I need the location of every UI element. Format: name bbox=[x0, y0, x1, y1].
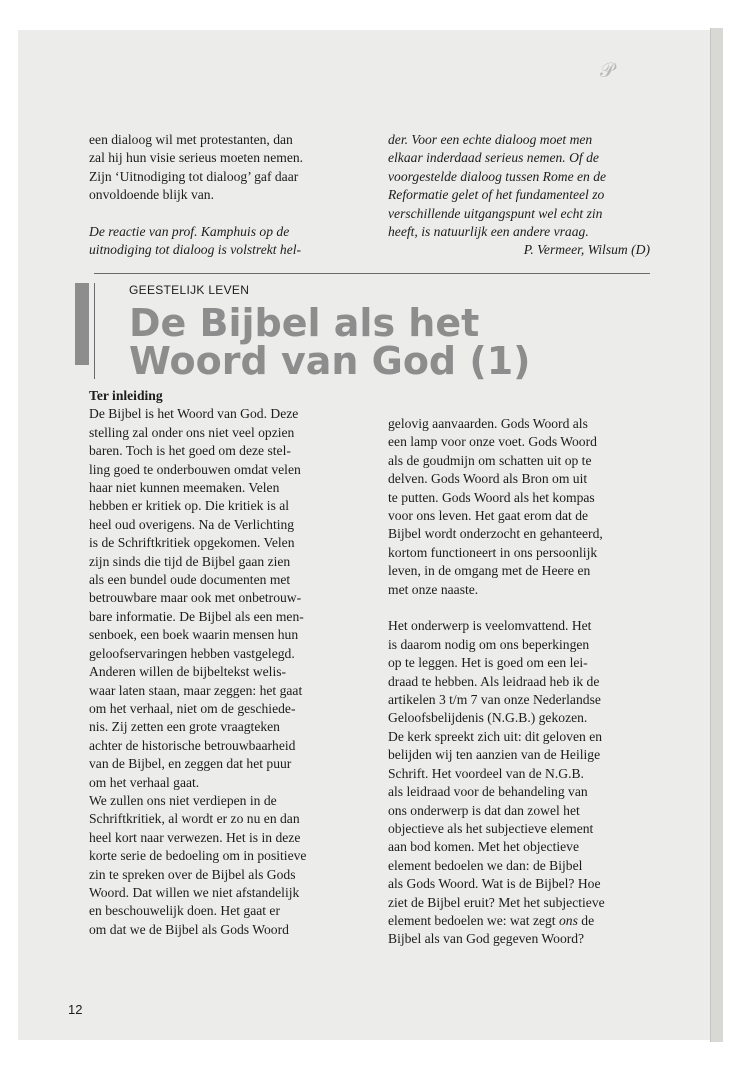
heading-accent-bar bbox=[75, 283, 89, 365]
text-line: geloofservaringen hebben vastgelegd. bbox=[89, 645, 295, 661]
text-line: draad te hebben. Als leidraad heb ik de bbox=[388, 673, 600, 689]
text-line: betrouwbare maar ook met onbetrouw- bbox=[89, 590, 302, 606]
text-line: Schriftkritiek, al wordt er zo nu en dan bbox=[89, 811, 300, 827]
text-line: De Bijbel is het Woord van God. Deze bbox=[89, 406, 299, 422]
page-number: 12 bbox=[68, 1002, 83, 1017]
header-right-column bbox=[388, 131, 650, 260]
text-line: voorgestelde dialoog tussen Rome en de bbox=[388, 168, 607, 184]
text-line: De kerk spreekt zich uit: dit geloven en bbox=[388, 728, 603, 744]
text-line: zijn sinds die tijd de Bijbel gaan zien bbox=[89, 553, 291, 569]
emphasis: ons bbox=[559, 912, 578, 928]
text-line: element bedoelen we dan: de Bijbel bbox=[388, 857, 583, 873]
text-line: van de Bijbel, en zeggen dat het puur bbox=[89, 756, 292, 772]
text-line: We zullen ons niet verdiepen in de bbox=[89, 792, 277, 808]
text-line: achter de historische betrouwbaarheid bbox=[89, 737, 296, 753]
text-line: uitnodiging tot dialoog is volstrekt hel- bbox=[89, 242, 302, 258]
body-left-column bbox=[89, 387, 364, 939]
text-line: korte serie de bedoeling om in positieve bbox=[89, 848, 307, 864]
text-line: Woord. Dat willen we niet afstandelijk bbox=[89, 884, 300, 900]
text-line: voor ons leven. Het gaat erom dat de bbox=[388, 508, 589, 524]
text-line: Geloofsbelijdenis (N.G.B.) gekozen. bbox=[388, 710, 588, 726]
text-line: leven, in de omgang met de Heere en bbox=[388, 563, 591, 579]
text-line: zal hij hun visie serieus moeten nemen. bbox=[89, 150, 304, 166]
text-line: onvoldoende blijk van. bbox=[89, 187, 214, 203]
text-line: verschillende uitgangspunt wel echt zin bbox=[388, 205, 603, 221]
text-line: nis. Zij zetten een grote vraagteken bbox=[89, 719, 280, 735]
section-label: GEESTELIJK LEVEN bbox=[129, 283, 250, 297]
text-line: baren. Toch is het goed om deze stel- bbox=[89, 443, 291, 459]
text-line: een dialoog wil met protestanten, dan bbox=[89, 132, 293, 147]
text-line: als de goudmijn om schatten uit op te bbox=[388, 452, 592, 468]
header-left-column bbox=[89, 131, 364, 260]
text-line: elkaar inderdaad serieus nemen. Of de bbox=[388, 150, 599, 166]
text-line: en beschouwelijk doen. Het gaat er bbox=[89, 903, 280, 919]
bleed-through-mark: 𝒫 bbox=[600, 60, 615, 82]
text-line: Zijn ‘Uitnodiging tot dialoog’ gaf daar bbox=[89, 168, 299, 184]
text-line: heel kort naar verwezen. Het is in deze bbox=[89, 829, 301, 845]
article-title-line-1: De Bijbel als het bbox=[129, 301, 480, 345]
text-line: Bijbel als van God gegeven Woord? bbox=[388, 931, 585, 947]
text-line: ziet de Bijbel eruit? Met het subjectieve bbox=[388, 894, 605, 910]
text-line: element bedoelen we: wat zegt ons de bbox=[388, 912, 595, 928]
text-line: is de Schriftkritiek opgekomen. Velen bbox=[89, 535, 295, 551]
text-line: een lamp voor onze voet. Gods Woord bbox=[388, 434, 597, 450]
text-line: Bijbel wordt onderzocht en gehanteerd, bbox=[388, 526, 603, 542]
subheading: Ter inleiding bbox=[89, 388, 163, 403]
text-line: Reformatie gelet of het fundamenteel zo bbox=[388, 187, 605, 203]
text-line: delven. Gods Woord als Bron om uit bbox=[388, 471, 588, 487]
text-line: senboek, een boek waarin mensen hun bbox=[89, 627, 299, 643]
text-line: ons onderwerp is dat dan zowel het bbox=[388, 802, 580, 818]
signature: P. Vermeer, Wilsum (D) bbox=[523, 242, 650, 258]
text-line: als Gods Woord. Wat is de Bijbel? Hoe bbox=[388, 876, 601, 892]
text-line: objectieve als het subjectieve element bbox=[388, 820, 594, 836]
text-line: met onze naaste. bbox=[388, 581, 479, 597]
text-line: Anderen willen de bijbeltekst welis- bbox=[89, 664, 287, 680]
text-line: gelovig aanvaarden. Gods Woord als bbox=[388, 416, 588, 431]
article-title-line-2: Woord van God (1) bbox=[129, 339, 531, 383]
text-line: hebben er kritiek op. Die kritiek is al bbox=[89, 498, 290, 514]
heading-thin-rule bbox=[94, 283, 95, 379]
text-line: om dat we de Bijbel als Gods Woord bbox=[89, 921, 289, 937]
text-line: artikelen 3 t/m 7 van onze Nederlandse bbox=[388, 692, 601, 708]
text-line: te putten. Gods Woord als het kompas bbox=[388, 489, 595, 505]
page-edge bbox=[710, 28, 723, 1042]
text-line: is daarom nodig om ons beperkingen bbox=[388, 636, 590, 652]
separator-rule bbox=[94, 273, 650, 274]
text-line: der. Voor een echte dialoog moet men bbox=[388, 132, 593, 147]
text-line: zin te spreken over de Bijbel als Gods bbox=[89, 866, 296, 882]
text-line: Het onderwerp is veelomvattend. Het bbox=[388, 618, 592, 634]
text-line: om het verhaal gaat. bbox=[89, 774, 200, 790]
text-line: als leidraad voor de behandeling van bbox=[388, 784, 588, 800]
text-line: om het verhaal, niet om de geschiede- bbox=[89, 700, 296, 716]
text-line: aan bod komen. Met het objectieve bbox=[388, 839, 580, 855]
text-line: heel oud overigens. Na de Verlichting bbox=[89, 516, 295, 532]
text-line: ling goed te onderbouwen omdat velen bbox=[89, 461, 301, 477]
text-line: haar niet kunnen meemaken. Velen bbox=[89, 480, 280, 496]
text-line: heeft, is natuurlijk een andere vraag. bbox=[388, 224, 589, 240]
text-line: stelling zal onder ons niet veel opzien bbox=[89, 424, 295, 440]
text-line: waar laten staan, maar zeggen: het gaat bbox=[89, 682, 303, 698]
text-line: belijden wij ten aanzien van de Heilige bbox=[388, 747, 601, 763]
text-line: Schrift. Het voordeel van de N.G.B. bbox=[388, 765, 584, 781]
text-line: bare informatie. De Bijbel als een men- bbox=[89, 608, 304, 624]
text-line: kortom functioneert in ons persoonlijk bbox=[388, 544, 598, 560]
text-line: op te leggen. Het is goed om een lei- bbox=[388, 655, 588, 671]
text-line: als een bundel oude documenten met bbox=[89, 572, 291, 588]
body-right-column bbox=[388, 415, 650, 949]
text-line: De reactie van prof. Kamphuis op de bbox=[89, 224, 290, 240]
